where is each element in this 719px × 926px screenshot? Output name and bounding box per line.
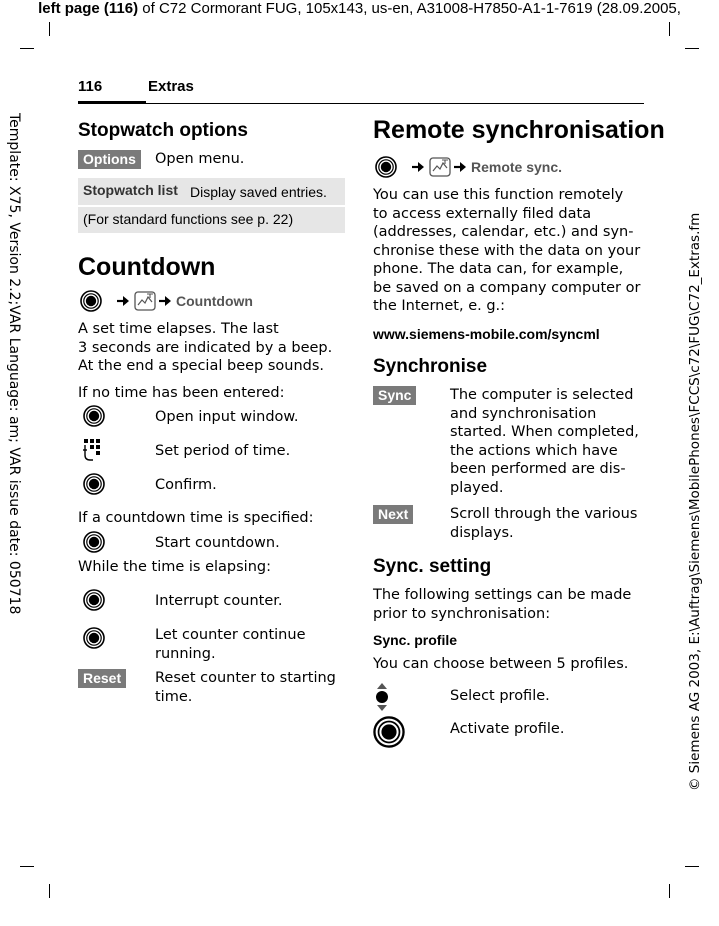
- remote-body-line: the Internet, e. g.:: [373, 298, 506, 314]
- continue-line: running.: [155, 645, 216, 662]
- countdown-intro-line: A set time elapses. The last: [78, 321, 279, 337]
- confirm-desc: Confirm.: [155, 477, 217, 493]
- joystick-icon: [83, 473, 105, 495]
- crop-mark: [49, 884, 50, 898]
- remote-sync-path-label: Remote sync.: [471, 159, 563, 175]
- navigation-up-down-icon: [373, 682, 391, 712]
- continue-desc: [155, 626, 306, 663]
- stopwatch-heading: Stopwatch options: [78, 120, 248, 141]
- sync-softkey[interactable]: [373, 385, 416, 405]
- sync-desc-line: and synchronisation: [450, 405, 597, 422]
- right-margin-text: © Siemens AG 2003, E:\Auftrag\Siemens\MobilePhones\FCCS\c72\FUG\C72_Extras.fm: [687, 212, 703, 791]
- next-softkey[interactable]: [373, 504, 413, 524]
- crop-mark: [20, 866, 34, 867]
- joystick-icon: [83, 627, 105, 649]
- arrow-right-icon: [159, 295, 173, 307]
- sync-setting-line: prior to synchronisation:: [373, 605, 551, 622]
- section-title: Extras: [148, 78, 194, 95]
- print-header-prefix: left page (116): [38, 0, 139, 17]
- arrow-right-icon: [117, 295, 131, 307]
- sync-softkey-label: Sync: [373, 386, 416, 405]
- crop-mark: [49, 22, 50, 36]
- sync-setting-body: [373, 586, 631, 623]
- remote-body-line: chronise these with the data on your: [373, 242, 641, 259]
- print-header: [0, 0, 719, 17]
- remote-sync-heading: Remote synchronisation: [373, 116, 665, 144]
- standard-functions-note: (For standard functions see p. 22): [83, 211, 294, 227]
- interrupt-desc: Interrupt counter.: [155, 593, 283, 609]
- countdown-menu-path: [80, 290, 253, 312]
- sync-setting-heading: Sync. setting: [373, 556, 492, 577]
- crop-mark: [669, 22, 670, 36]
- syncml-url[interactable]: www.siemens-mobile.com/syncml: [373, 326, 600, 342]
- crop-mark: [669, 884, 670, 898]
- reset-desc: [155, 669, 336, 706]
- arrow-right-icon: [454, 161, 468, 173]
- sync-desc-line: played.: [450, 479, 504, 496]
- print-header-rest: of C72 Cormorant FUG, 105x143, us-en, A31008-H7850-A1-1-7619 (28.09.2005,: [138, 0, 681, 17]
- start-countdown-desc: Start countdown.: [155, 535, 280, 551]
- joystick-icon: [83, 589, 105, 611]
- reset-line: Reset counter to starting: [155, 670, 336, 686]
- countdown-intro: [78, 320, 332, 376]
- sync-desc-line: the actions which have: [450, 442, 618, 459]
- remote-body-line: (addresses, calendar, etc.) and syn-: [373, 224, 634, 240]
- remote-body-line: to access externally filed data: [373, 205, 592, 222]
- next-softkey-label: Next: [373, 505, 413, 524]
- no-time-text: If no time has been entered:: [78, 385, 285, 401]
- crop-mark: [685, 48, 699, 49]
- sync-desc-line: been performed are dis-: [450, 461, 626, 477]
- next-desc-line: Scroll through the various: [450, 506, 638, 522]
- options-desc: Open menu.: [155, 151, 245, 167]
- activate-profile-desc: Activate profile.: [450, 721, 565, 737]
- page-number: 116: [78, 78, 103, 95]
- sync-desc-line: started. When completed,: [450, 424, 639, 440]
- arrow-right-icon: [412, 161, 426, 173]
- stopwatch-list-desc: Display saved entries.: [190, 184, 327, 200]
- stopwatch-list-label: Stopwatch list: [83, 182, 178, 198]
- joystick-icon: [83, 405, 105, 427]
- left-margin-text: Template: X75, Version 2.2;VAR Language: am; VAR issue date: 050718: [6, 113, 22, 615]
- remote-body-line: phone. The data can, for example,: [373, 261, 624, 277]
- header-rule: [78, 103, 644, 104]
- joystick-icon: [80, 290, 102, 312]
- countdown-intro-line: 3 seconds are indicated by a beep.: [78, 339, 333, 356]
- reset-softkey-label: Reset: [78, 669, 126, 688]
- sync-desc: [450, 386, 639, 497]
- reset-softkey[interactable]: [78, 668, 126, 688]
- remote-sync-body: [373, 186, 640, 316]
- time-specified-text: If a countdown time is specified:: [78, 510, 314, 526]
- reset-line: time.: [155, 688, 193, 705]
- options-softkey-label: Options: [78, 150, 141, 169]
- sync-desc-line: The computer is selected: [450, 387, 634, 403]
- next-desc: [450, 505, 637, 542]
- header-rule-thick: [78, 101, 146, 104]
- elapsing-text: While the time is elapsing:: [78, 559, 271, 575]
- extras-menu-icon: [134, 291, 156, 311]
- remote-body-line: be saved on a company computer or: [373, 279, 641, 296]
- sync-setting-line: The following settings can be made: [373, 587, 632, 603]
- remote-body-line: You can use this function remotely: [373, 187, 624, 203]
- select-profile-desc: Select profile.: [450, 688, 550, 704]
- open-input-desc: Open input window.: [155, 409, 299, 425]
- sync-profile-body: You can choose between 5 profiles.: [373, 656, 629, 672]
- synchronise-heading: Synchronise: [373, 356, 488, 377]
- countdown-heading: Countdown: [78, 253, 216, 281]
- joystick-icon: [373, 716, 405, 748]
- joystick-icon: [375, 156, 397, 178]
- crop-mark: [20, 48, 34, 49]
- next-desc-line: displays.: [450, 524, 514, 541]
- joystick-icon: [83, 531, 105, 553]
- sync-profile-heading: Sync. profile: [373, 632, 458, 648]
- countdown-intro-line: At the end a special beep sounds.: [78, 358, 325, 374]
- continue-line: Let counter continue: [155, 627, 306, 643]
- remote-sync-menu-path: [375, 156, 562, 178]
- crop-mark: [685, 866, 699, 867]
- extras-menu-icon: [429, 157, 451, 177]
- keypad-hand-icon: [82, 438, 106, 462]
- set-period-desc: Set period of time.: [155, 443, 291, 459]
- options-softkey[interactable]: [78, 149, 141, 169]
- countdown-path-label: Countdown: [176, 293, 253, 309]
